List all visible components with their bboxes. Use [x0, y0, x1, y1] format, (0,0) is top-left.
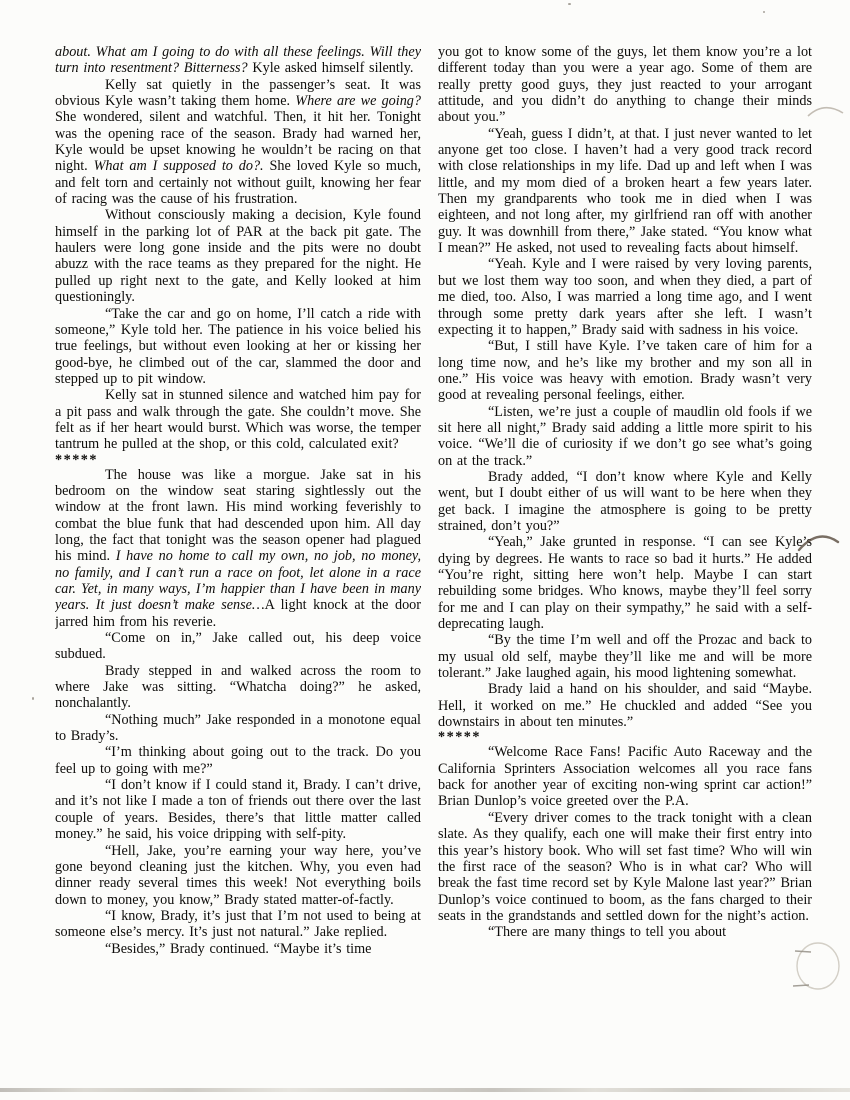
- text-segment: “There are many things to tell you about: [488, 924, 727, 941]
- paragraph: [438, 534, 812, 632]
- paragraph: [438, 810, 812, 924]
- paragraph: [438, 338, 812, 403]
- text-segment: “Listen, we’re just a couple of maudlin old fools if we sit here all night,” Brady said adding a little more spirit to his voice. “We’ll die of curiosity if we don’t go see what’s going on at the track.”: [438, 403, 812, 469]
- text-segment: “Hell, Jake, you’re earning your way here, you’ve gone beyond cleaning just the kitchen. Why, you even had dinner ready several times this week! Not everything boils down to money, you know,” Brady stated matter-of-factly.: [55, 842, 421, 908]
- text-column-right: [438, 44, 812, 1084]
- text-segment: “Besides,” Brady continued. “Maybe it’s time: [105, 940, 372, 957]
- text-segment: “I don’t know if I could stand it, Brady. I can’t drive, and it’s not like I made a ton of friends out there over the last couple of years. Besides, there’s that little matter called money.” he said, his voice dripping with self-pity.: [55, 777, 421, 843]
- italic-text-segment: about. What am I going to do with all these feelings. Will they turn into resentment? Bitterness?: [55, 44, 421, 77]
- paragraph: [55, 712, 421, 745]
- paragraph: [438, 744, 812, 809]
- text-column-left: [55, 44, 421, 1084]
- paragraph: [55, 941, 421, 957]
- scan-speck: [763, 11, 765, 13]
- text-segment: “Yeah,” Jake grunted in response. “I can see Kyle’s dying by degrees. He wants to race so bad it hurts.” He added “You’re right, sitting here won’t help. Maybe I can start rebuilding some bridges. Who knows, maybe they’ll feel sorry for me and I can play on their sympathy,” he said with a self-deprecating laugh.: [438, 534, 812, 633]
- paragraph: [438, 256, 812, 338]
- scan-artifact-bottom-streak: [0, 1088, 850, 1092]
- scan-artifact-arc-top-right: [806, 100, 846, 122]
- text-segment: The house was like a morgue. Jake sat in his bedroom on the window seat staring sightlessly out the window at the front lawn. His mind working feverishly to combat the blue funk that had descended upon him. All day long, the fact that tonight was the season opener had plagued his mind.: [55, 466, 421, 565]
- paragraph: [438, 126, 812, 257]
- text-segment: “But, I still have Kyle. I’ve taken care of him for a long time now, and he’s like my brother and my son all in one.” His voice was heavy with emotion. Brady wasn’t very good at revealing personal feelings, either.: [438, 338, 812, 404]
- paragraph: [438, 469, 812, 534]
- paragraph: [55, 843, 421, 908]
- paragraph: [55, 630, 421, 663]
- italic-text-segment: I have no home to call my own, no job, no money, no family, and I can’t run a race on foot, let alone in a race car. Yet, in many ways, I’m happier than I have been in many years. It just doesn’t make sense…: [55, 548, 421, 614]
- paragraph: [55, 306, 421, 388]
- text-segment: *****: [438, 729, 481, 746]
- text-segment: “Yeah, guess I didn’t, at that. I just never wanted to let anyone get too close. I haven’t had a very good track record with close relationships in my life. Dad up and left when I was little, and my mom died of a broken heart a few years later. Then my grandparents who took me in died when I was eighteen, and not long after, my girlfriend ran off with another guy. It was downhill from there,” Jake stated. “You know what I mean?” He asked, not used to revealing facts about himself.: [438, 125, 812, 257]
- text-segment: “Every driver comes to the track tonight with a clean slate. As they qualify, each one will make their first entry into this year’s history book. Who will set fast time? Who will win the first race of the season? Who is in what car? Who will break the fast time record set by Kyle Malone last year?” Brian Dunlop’s voice continued to boom, as the fans charged to their seats in the grandstands and settled down for the night’s action.: [438, 809, 812, 924]
- paragraph: [438, 632, 812, 681]
- text-segment: Kyle asked himself silently.: [247, 60, 414, 77]
- paragraph: [55, 908, 421, 941]
- text-segment: Kelly sat quietly in the passenger’s seat. It was obvious Kyle wasn’t taking them home.: [55, 76, 421, 110]
- paragraph: [55, 207, 421, 305]
- text-segment: “Take the car and go on home, I’ll catch a ride with someone,” Kyle told her. The patience in his voice belied his true feelings, but without even looking at her or kissing her good-bye, he climbed out of the car, slammed the door and stepped up to pit window.: [55, 305, 421, 387]
- text-segment: “Come on in,” Jake called out, his deep voice subdued.: [55, 630, 421, 663]
- text-segment: Kelly sat in stunned silence and watched him pay for a pit pass and walk through the gate. She couldn’t move. She felt as if her heart would burst. Which was worse, the temper tantrum he pulled at the shop, or this cold, calculated exit?: [55, 387, 421, 453]
- paragraph: [55, 44, 421, 77]
- paragraph: [55, 777, 421, 842]
- paragraph: [438, 924, 812, 940]
- paragraph: [55, 467, 421, 630]
- paragraph: [55, 744, 421, 777]
- text-segment: you got to know some of the guys, let them know you’re a lot different today than you were a year ago. Some of them are really pretty good guys, they just reacted to your arrogant attitude, and you didn’t do anything to change their minds about you.”: [438, 44, 812, 126]
- paragraph: [438, 681, 812, 730]
- text-segment: “Yeah. Kyle and I were raised by very loving parents, but we lost them way too soon, and when they died, a part of me died, too. Also, I was married a long time ago, and I went through some pretty dark years after she left. I wasn’t expecting it to happen,” Brady said with sadness in his voice.: [438, 256, 812, 338]
- text-segment: “By the time I’m well and off the Prozac and back to my usual old self, maybe they’ll like me and will be more tolerant.” Jake laughed again, his mood lightening somewhat.: [438, 632, 812, 682]
- text-segment: Without consciously making a decision, Kyle found himself in the parking lot of PAR at the back pit gate. The haulers were long gone inside and the pits were no doubt abuzz with the race teams as they prepared for the night. He pulled up right next to the gate, and Kelly looked at him questioningly.: [55, 207, 421, 306]
- text-segment: A light knock at the door jarred him from his reverie.: [55, 597, 421, 630]
- text-segment: “Nothing much” Jake responded in a monotone equal to Brady’s.: [55, 711, 421, 745]
- text-segment: “I know, Brady, it’s just that I’m not used to being at someone else’s mercy. It’s just not natural.” Jake replied.: [55, 907, 421, 941]
- italic-text-segment: What am I supposed to do?.: [93, 158, 264, 175]
- paragraph: [55, 387, 421, 452]
- text-segment: “I’m thinking about going out to the track. Do you feel up to going with me?”: [55, 744, 421, 777]
- scan-speck: [32, 697, 34, 700]
- paragraph: [438, 44, 812, 126]
- italic-text-segment: Where are we going?: [295, 93, 421, 110]
- text-segment: *****: [55, 451, 98, 468]
- scan-speck: [568, 3, 571, 5]
- text-segment: She loved Kyle so much, and felt torn and certainly not without guilt, knowing her fear of racing was the cause of his frustration.: [55, 158, 421, 208]
- scene-break-separator: [438, 730, 812, 744]
- paragraph: [55, 663, 421, 712]
- paragraph: [438, 404, 812, 469]
- text-segment: Brady stepped in and walked across the room to where Jake was sitting. “Whatcha doing?” he asked, nonchalantly.: [55, 662, 421, 712]
- text-segment: She wondered, silent and watchful. Then, it hit her. Tonight was the opening race of the season. Brady had warned her, Kyle would be upset knowing he wouldn’t be racing on that night.: [55, 109, 421, 175]
- text-segment: Brady added, “I don’t know where Kyle and Kelly went, but I doubt either of us will want to be here when they get back. I imagine the atmosphere is going to be pretty strained, don’t you?”: [438, 468, 812, 534]
- text-segment: “Welcome Race Fans! Pacific Auto Raceway and the California Sprinters Association welcomes all you race fans back for another year of exciting non-wing sprint car action!” Brian Dunlop’s voice greeted over the P.A.: [438, 744, 812, 810]
- scene-break-separator: [55, 453, 421, 467]
- text-segment: Brady laid a hand on his shoulder, and said “Maybe. Hell, it worked on me.” He chuckled and added “See you downstairs in about ten minutes.”: [438, 681, 812, 731]
- paragraph: [55, 77, 421, 208]
